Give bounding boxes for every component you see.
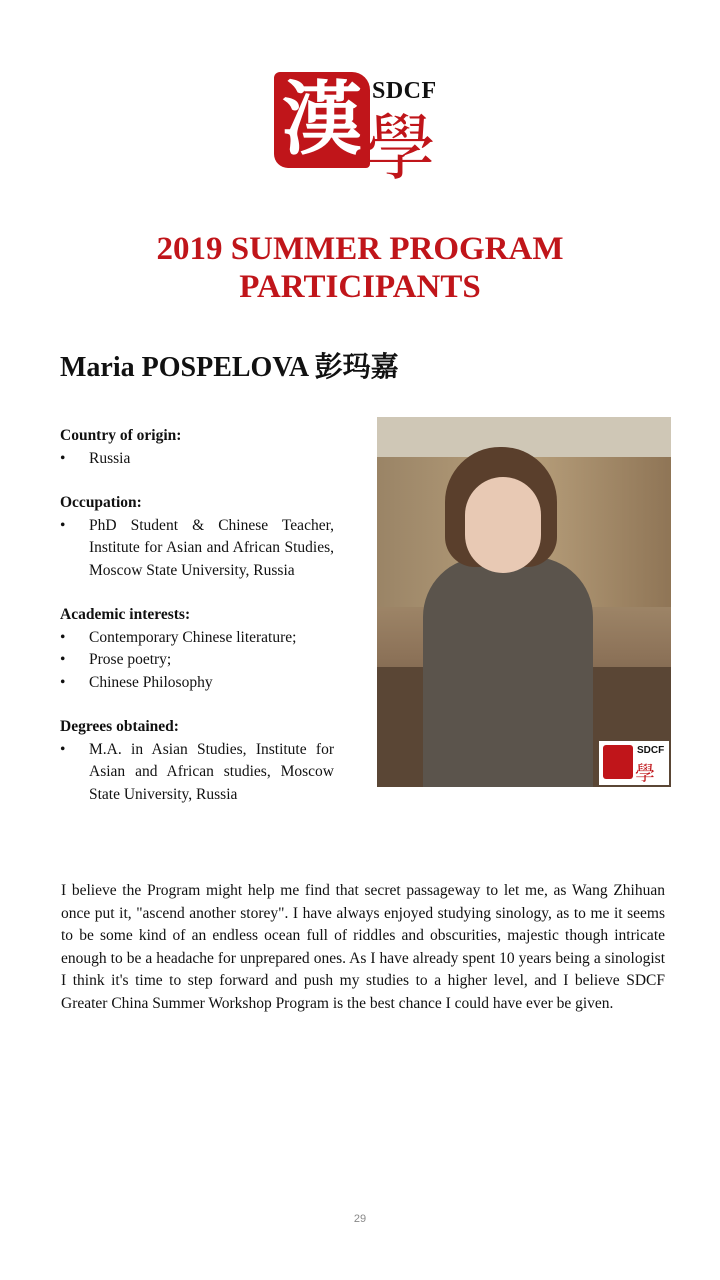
page-number: 29 bbox=[353, 1213, 367, 1225]
title-line-1: 2019 SUMMER PROGRAM bbox=[156, 231, 564, 267]
photo-person-face bbox=[465, 477, 541, 573]
list-item: • PhD Student & Chinese Teacher, Institute for Asian and African Studies, Moscow State University, Russia bbox=[60, 515, 334, 583]
list-item: • Chinese Philosophy bbox=[60, 672, 334, 695]
participant-name-chinese: 彭玛嘉 bbox=[314, 350, 399, 383]
section-occupation bbox=[60, 492, 334, 582]
section-interests bbox=[60, 604, 334, 694]
photo-badge-seal bbox=[603, 745, 633, 779]
section-title-interests: Academic interests: bbox=[60, 606, 191, 623]
photo-badge-text: SDCF bbox=[637, 745, 665, 756]
logo-character: 學 bbox=[364, 106, 437, 190]
list-item: • Prose poetry; bbox=[60, 649, 334, 672]
logo-seal bbox=[274, 72, 370, 168]
country-list bbox=[60, 448, 334, 471]
photo-logo-badge bbox=[599, 741, 669, 785]
photo-person-body bbox=[423, 557, 593, 787]
section-title-occupation: Occupation: bbox=[60, 494, 142, 511]
list-item: • Contemporary Chinese literature; bbox=[60, 627, 334, 650]
logo-text: SDCF bbox=[372, 78, 437, 104]
title-line-2: PARTICIPANTS bbox=[239, 269, 481, 305]
page-title bbox=[0, 230, 720, 306]
list-item: • M.A. in Asian Studies, Institute for Asian and African studies, Moscow State University, Russia bbox=[60, 739, 334, 807]
sdcf-logo bbox=[272, 70, 452, 195]
interests-list bbox=[60, 627, 334, 695]
participant-statement: I believe the Program might help me find that secret passageway to let me, as Wang Zhihuan once put it, "ascend another storey". I have always enjoyed studying sinology, as to me it seems to be some kind of an endless ocean full of riddles and obscurities, majestic though intricate enough to be a headache for unprepared ones. As I have already spent 10 years being a sinologist I think it's time to step forward and push my studies to a higher level, and I believe SDCF Greater China Summer Workshop Program is the best chance I could have ever be given. bbox=[61, 882, 665, 1012]
list-item: • Russia bbox=[60, 448, 334, 471]
participant-info bbox=[60, 425, 334, 828]
logo-seal-character: 漢 bbox=[282, 73, 362, 166]
photo-badge-character: 學 bbox=[635, 761, 655, 785]
section-country bbox=[60, 425, 334, 470]
section-title-degrees: Degrees obtained: bbox=[60, 718, 179, 735]
section-title-country: Country of origin: bbox=[60, 427, 182, 444]
section-degrees bbox=[60, 716, 334, 806]
occupation-list bbox=[60, 515, 334, 583]
participant-photo bbox=[377, 417, 671, 787]
participant-name-latin: Maria POSPELOVA bbox=[60, 352, 308, 383]
participant-name bbox=[60, 345, 399, 385]
degrees-list bbox=[60, 739, 334, 807]
